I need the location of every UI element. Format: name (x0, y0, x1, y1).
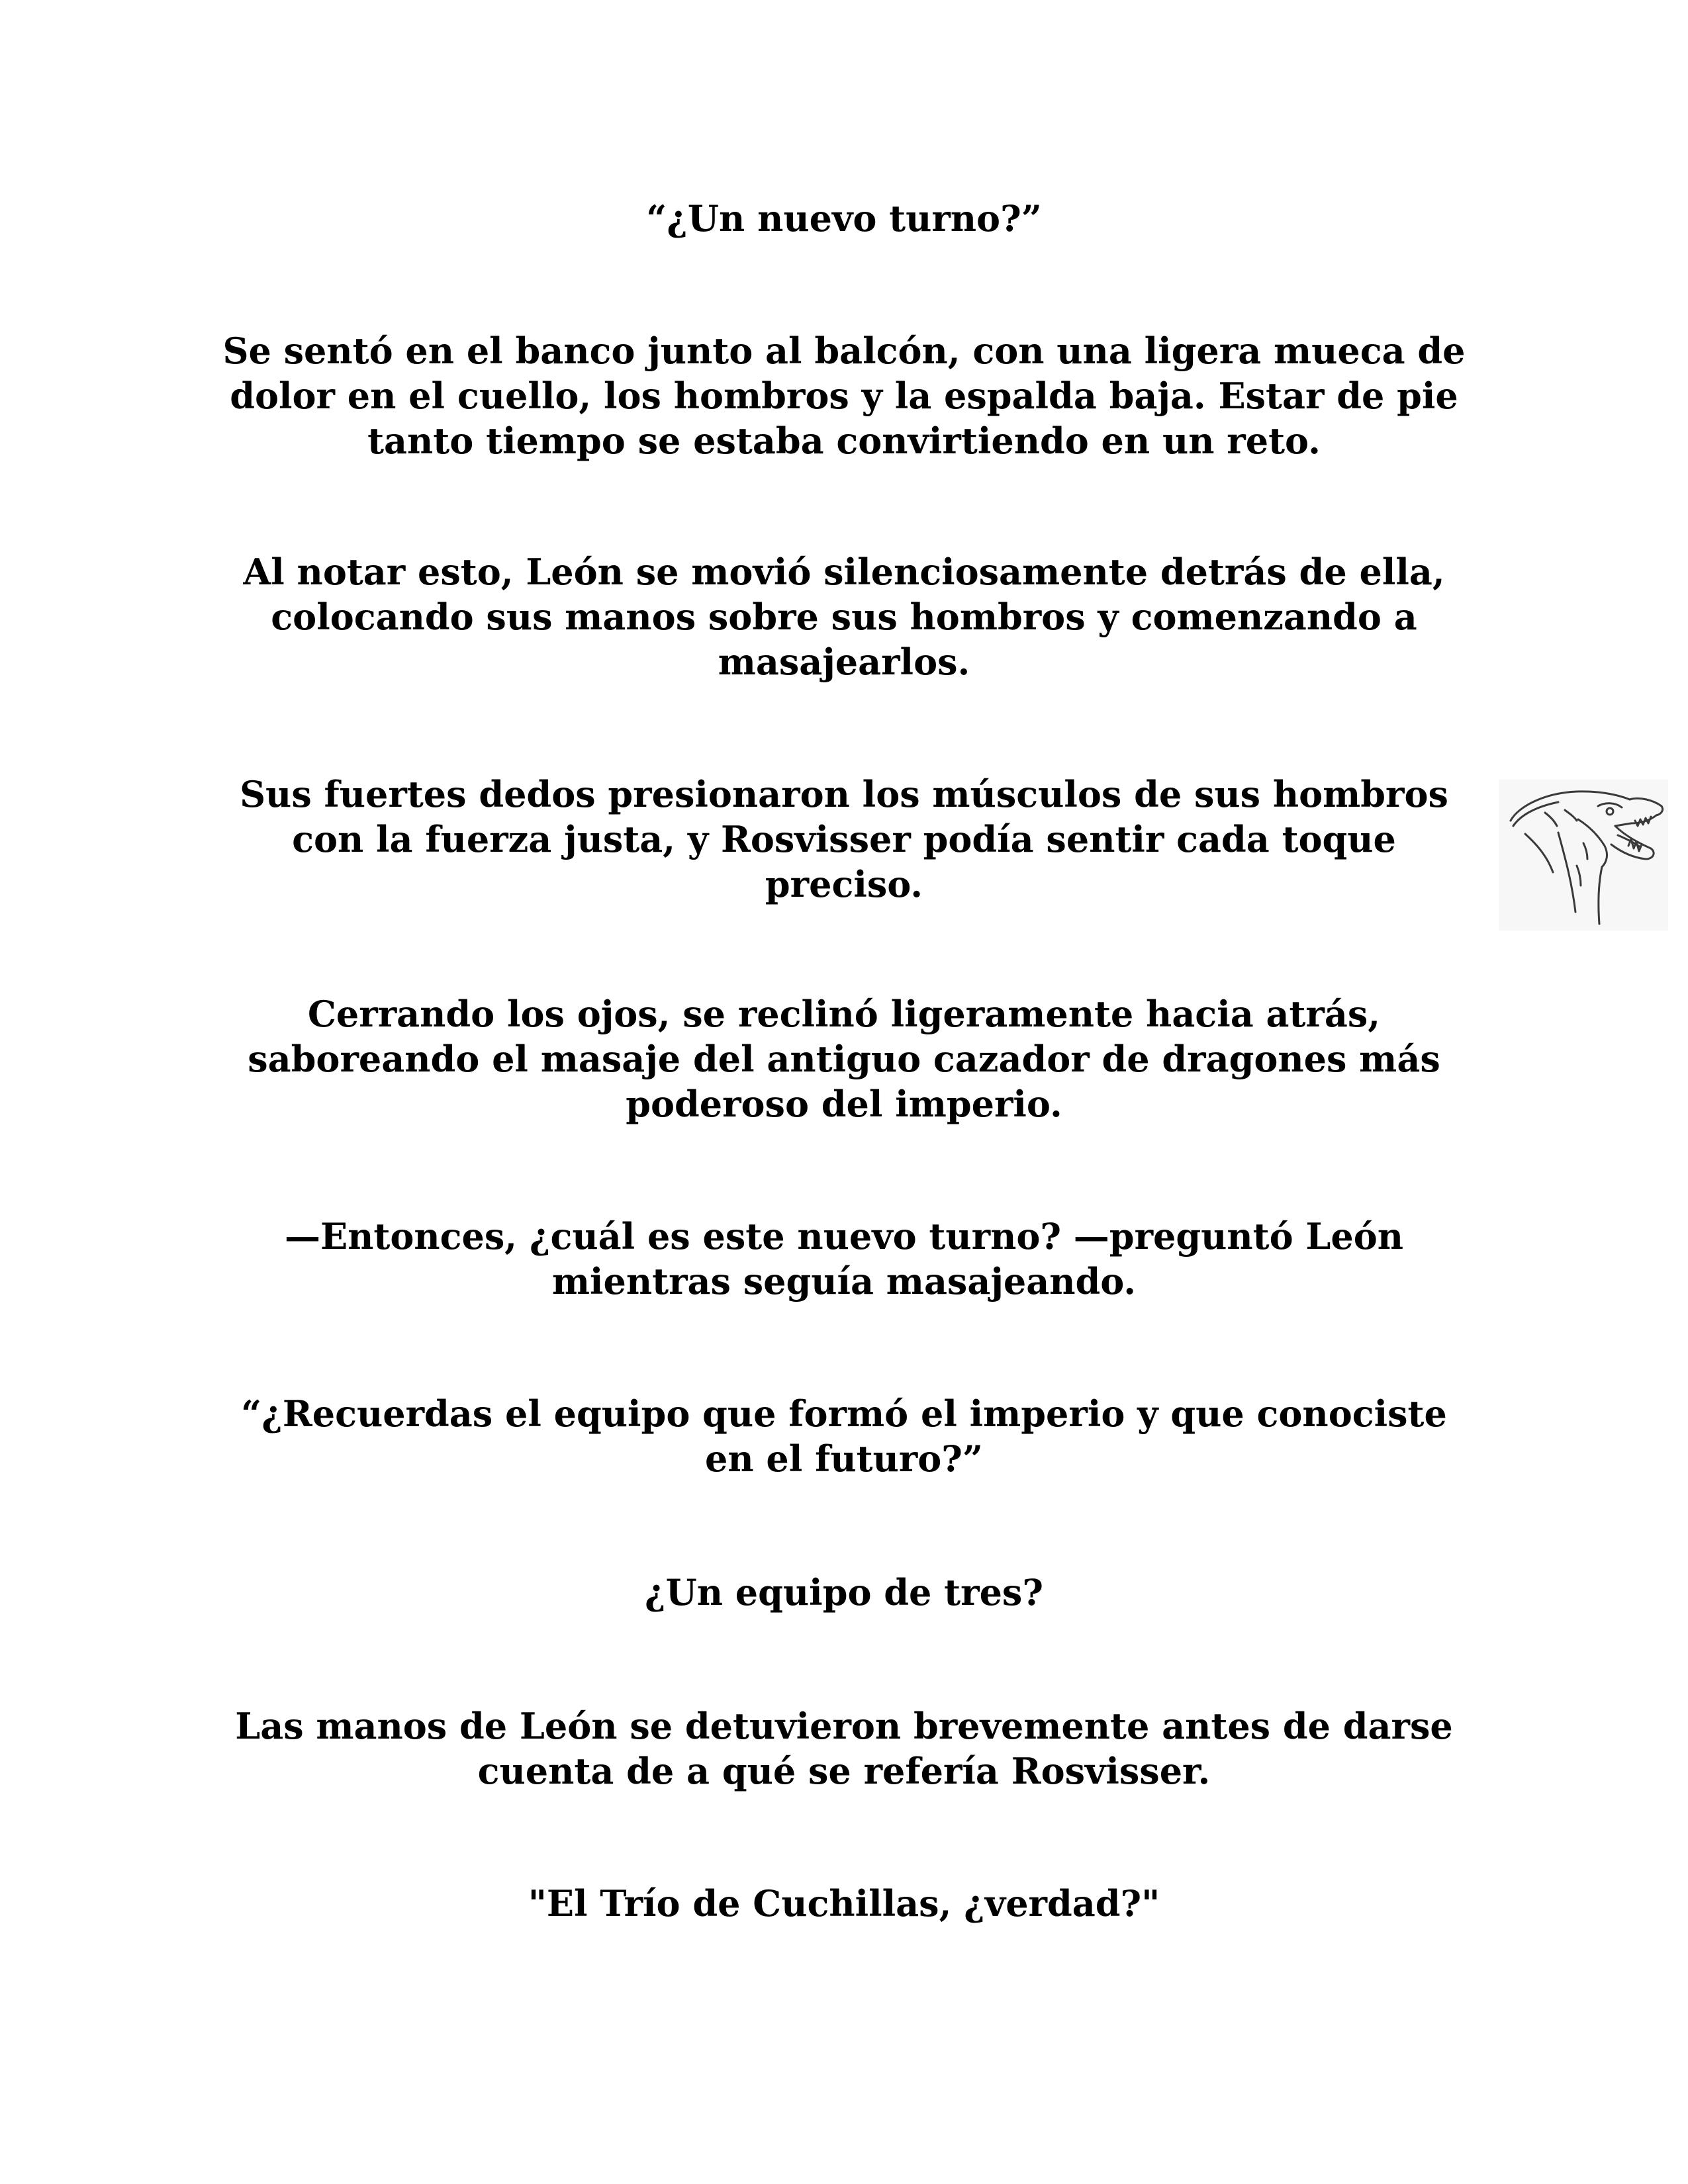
paragraph-fuertes-dedos: Sus fuertes dedos presionaron los músculos de sus hombros con la fuerza justa, y Rosvisser podía sentir cada toque preciso. (240, 773, 1448, 905)
paragraph-banco-balcon: Se sentó en el banco junto al balcón, con una ligera mueca de dolor en el cuello, los hombros y la espalda baja. Estar de pie tanto tiempo se estaba convirtiendo en un reto. (222, 330, 1466, 462)
paragraph-trio-cuchillas: "El Trío de Cuchillas, ¿verdad?" (528, 1882, 1160, 1925)
dragon-head-sketch-icon (1499, 780, 1668, 931)
paragraph-nuevo-turno: “¿Un nuevo turno?” (646, 197, 1042, 240)
paragraph-recuerdas-equipo: “¿Recuerdas el equipo que formó el imperio y que conociste en el futuro?” (241, 1392, 1447, 1480)
paragraph-equipo-tres: ¿Un equipo de tres? (645, 1571, 1043, 1614)
paragraph-pregunta-leon: —Entonces, ¿cuál es este nuevo turno? —preguntó León mientras seguía masajeando. (284, 1215, 1404, 1302)
paragraph-leon-masaje: Al notar esto, León se movió silenciosamente detrás de ella, colocando sus manos sobre sus hombros y comenzando a masajearlos. (243, 551, 1445, 683)
paragraph-manos-detuvieron: Las manos de León se detuvieron brevemente antes de darse cuenta de a qué se refería Rosvisser. (235, 1705, 1453, 1792)
paragraph-cerrando-ojos: Cerrando los ojos, se reclinó ligeramente hacia atrás, saboreando el masaje del antiguo cazador de dragones más poderoso del imperio. (248, 993, 1440, 1125)
